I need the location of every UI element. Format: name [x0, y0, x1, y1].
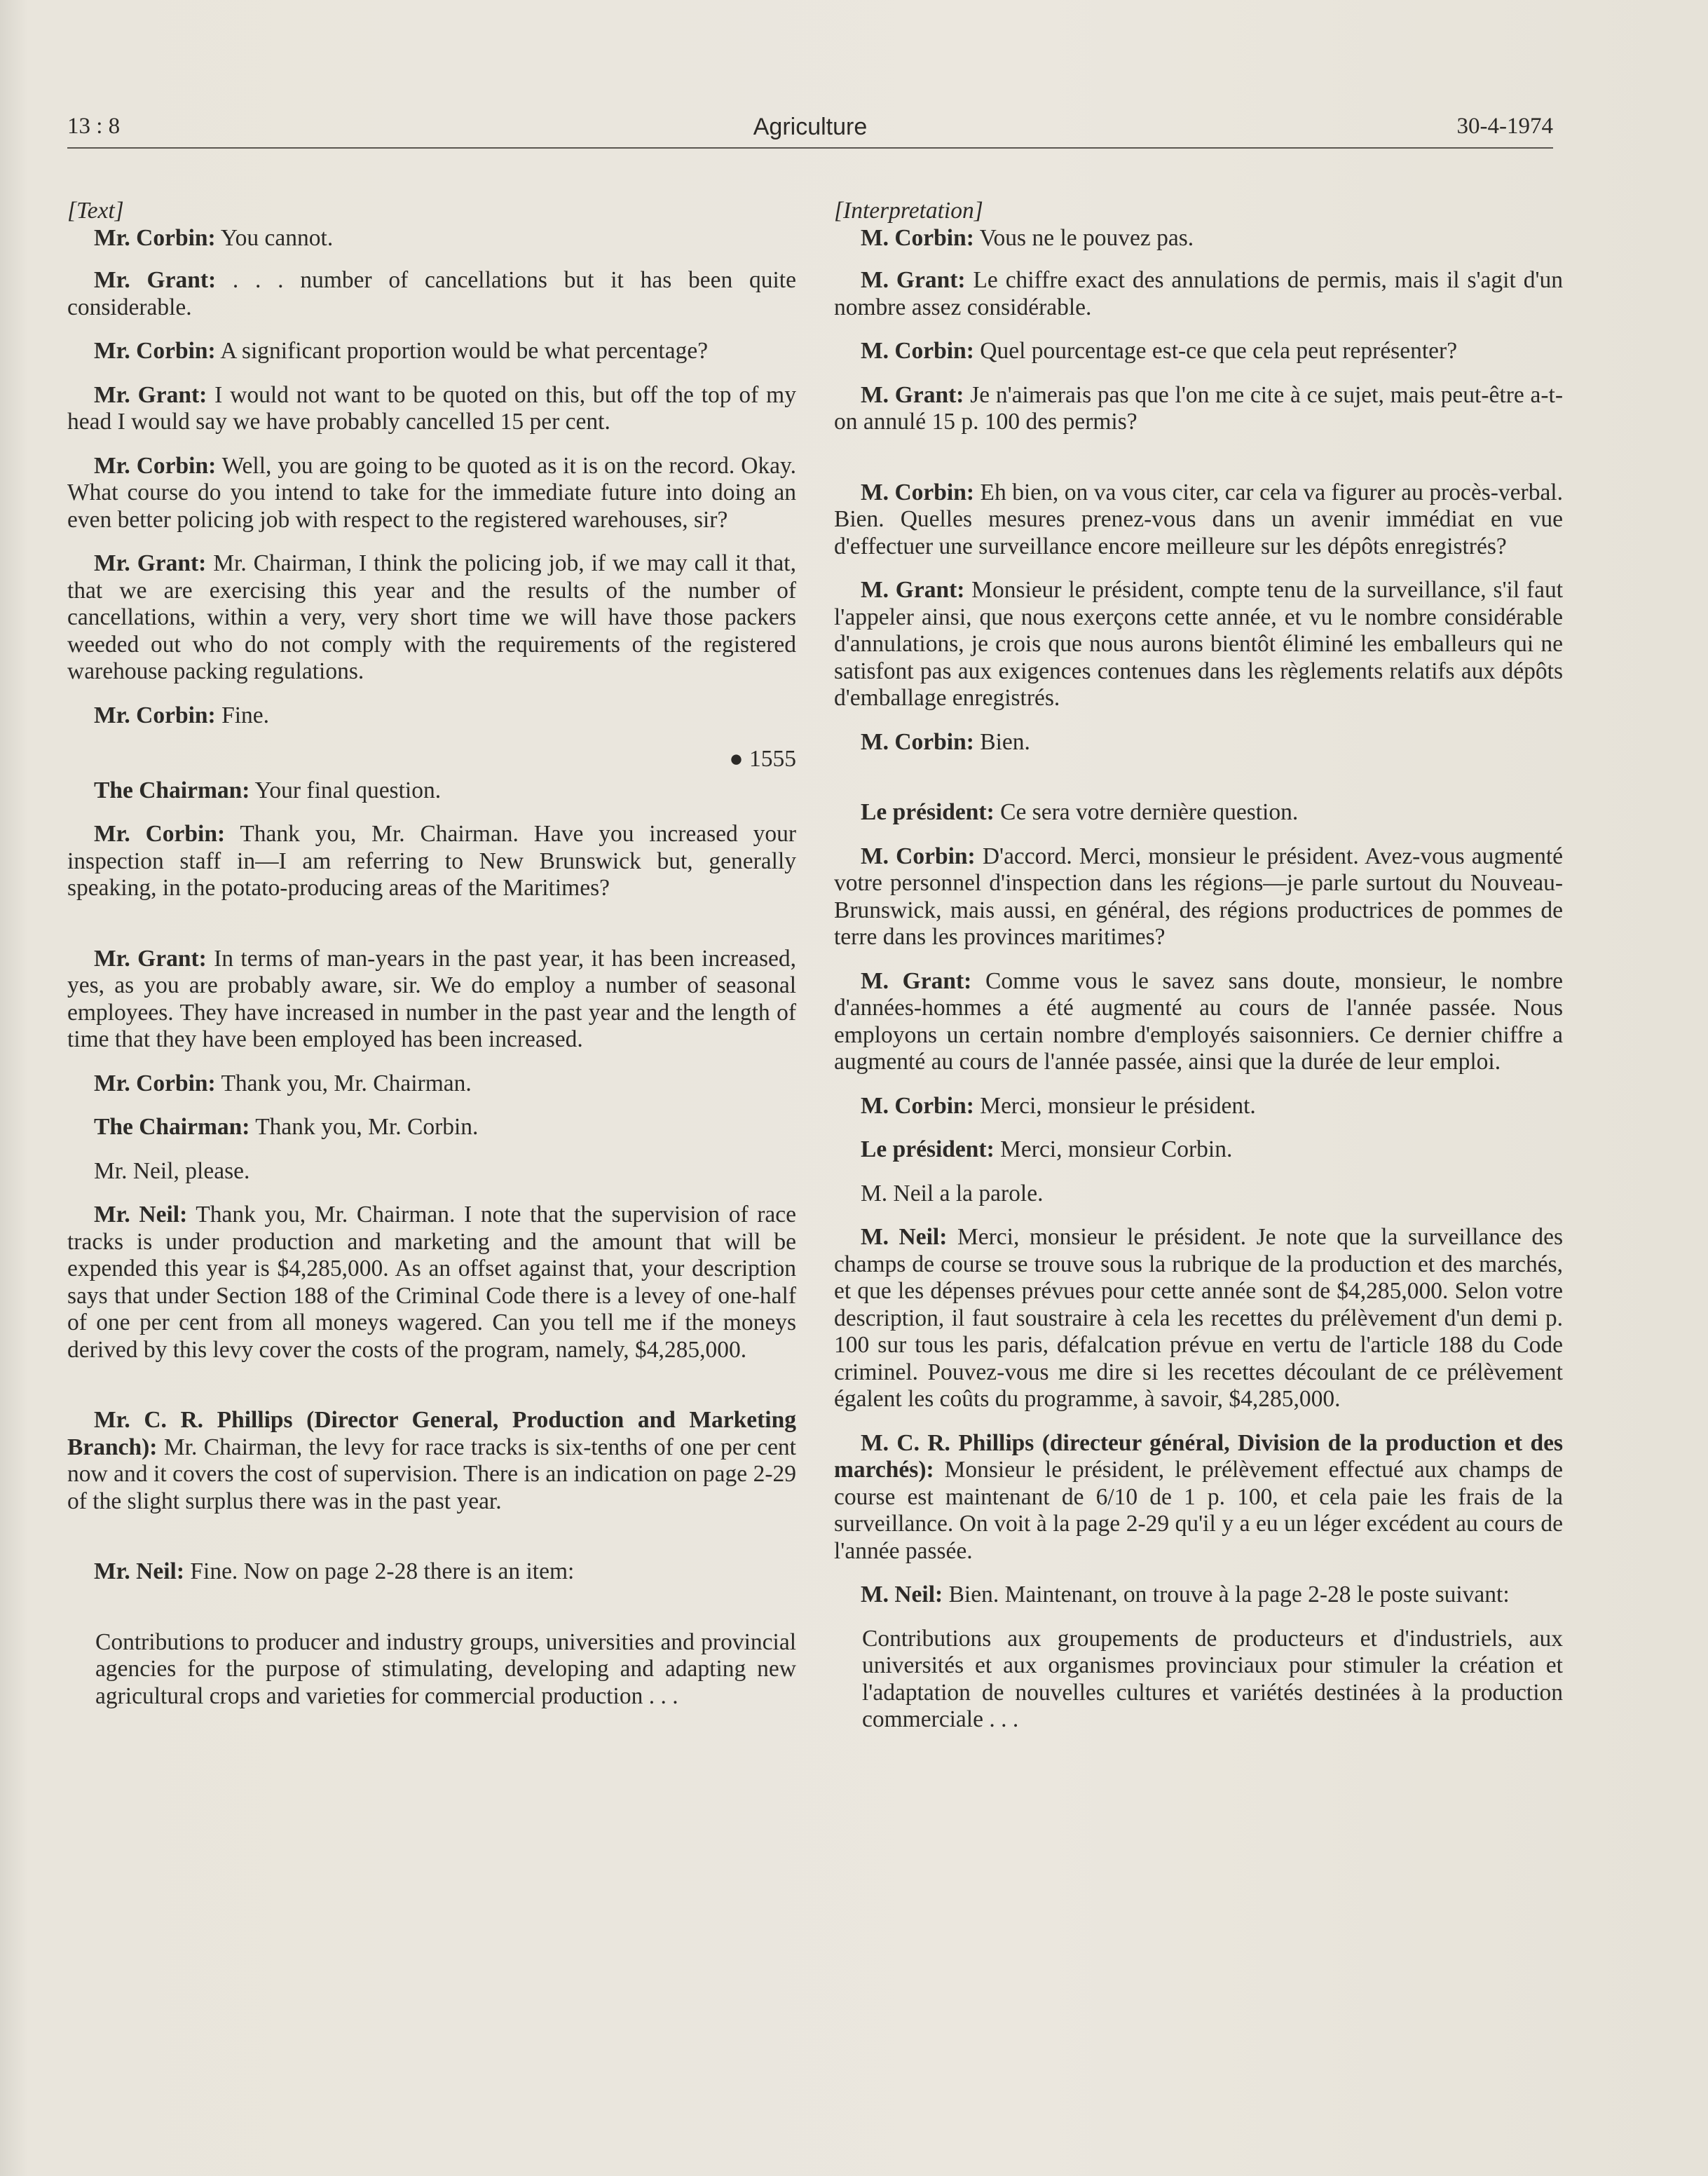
paragraph: Mr. Corbin: A significant proportion would be what percentage? [94, 338, 709, 364]
paragraph: Mr. C. R. Phillips (Director General, Production and Marketing Branch): Mr. Chairman, the levy for race tracks is six-tenths of one per cent now and it covers the cost of supervision. There is an indication on page 2-29 of the slight surplus there was in the past year. [67, 1407, 796, 1514]
quoted-item: Contributions aux groupements de producteurs et d'industriels, aux universités et aux organismes provinciaux pour stimuler la création et l'adaptation de nouvelles cultures et variétés destinées à la production commerciale . . . [862, 1625, 1563, 1732]
quoted-item: Contributions to producer and industry groups, universities and provincial agencies for the purpose of stimulating, developing and adapting new agricultural crops and varieties for commercial production . . . [95, 1628, 796, 1709]
paragraph: Mr. Neil: Thank you, Mr. Chairman. I note that the supervision of race tracks is under production and marketing and the amount that will be expended this year is $4,285,000. As an offset against that, your description says that under Section 188 of the Criminal Code there is a levey of one-half of one per cent from all moneys wagered. Can you tell me if the moneys derived by this levy cover the costs of the program, namely, $4,285,000. [67, 1202, 796, 1363]
page-number: 13 : 8 [67, 114, 121, 139]
english-column [67, 189, 796, 1710]
paragraph: The Chairman: Your final question. [94, 777, 442, 803]
paragraph: Mr. Corbin: Fine. [94, 702, 270, 728]
paragraph: Mr. Neil: Fine. Now on page 2-28 there is an item: [94, 1558, 575, 1584]
page-date: 30-4-1974 [1456, 114, 1553, 139]
paragraph: Mr. Corbin: Thank you, Mr. Chairman. Have you increased your inspection staff in—I am referring to New Brunswick but, generally speaking, in the potato-producing areas of the Maritimes? [67, 821, 796, 901]
paragraph: Mr. Grant: . . . number of cancellations but it has been quite considerable. [67, 267, 796, 320]
text-tag: [Text] [67, 198, 124, 224]
paragraph: Mr. Corbin: You cannot. [94, 224, 334, 251]
paragraph: M. Grant: Comme vous le savez sans doute, monsieur, le nombre d'années-hommes a été augmenté au cours de l'année passée. Nous employons un certain nombre d'employés saisonniers. Ce dernier chiffre a augmenté au cours de l'année passée, ainsi que la durée de leur emploi. [834, 967, 1563, 1075]
paragraph: Mr. Corbin: Thank you, Mr. Chairman. [94, 1070, 472, 1096]
interpretation-tag: [Interpretation] [834, 198, 983, 224]
paragraph: M. Corbin: Merci, monsieur le président. [861, 1092, 1256, 1119]
time-marker: ● 1555 [729, 746, 796, 772]
paragraph: Mr. Grant: In terms of man-years in the past year, it has been increased, yes, as you are probably aware, sir. We do employ a number of seasonal employees. They have increased in number in the past year and the length of time that they have been employed has been increased. [67, 945, 796, 1052]
page-title: Agriculture [753, 114, 868, 140]
paragraph: M. Grant: Je n'aimerais pas que l'on me cite à ce sujet, mais peut-être a-t-on annulé 15 p. 100 des permis? [834, 381, 1563, 435]
paragraph: M. C. R. Phillips (directeur général, Division de la production et des marchés): Monsieur le président, le prélèvement effectué aux champs de course est maintenant de 6/10 de 1 p. 100, et cela paie les frais de la surveillance. On voit à la page 2-29 qu'il y a eu un léger excédent au cours de l'année passée. [834, 1429, 1563, 1564]
paragraph: M. Corbin: Eh bien, on va vous citer, car cela va figurer au procès-verbal. Bien. Quelles mesures prenez-vous dans un avenir immédiat en vue d'effectuer une surveillance encore meilleure sur les dépôts enregistrés? [834, 479, 1563, 559]
french-column [834, 189, 1563, 1734]
paragraph: M. Neil: Merci, monsieur le président. Je note que la surveillance des champs de course se trouve sous la rubrique de la production et des marchés, et que les dépenses prévues pour cette année sont de $4,285,000. Selon votre description, il faut soustraire à cela les recettes du prélèvement d'un demi p. 100 sur tous les paris, défalcation prévue en vertu de l'article 188 du Code criminel. Pouvez-vous me dire si les recettes découlant de ce prélèvement égalent les coûts du programme, à savoir, $4,285,000. [834, 1224, 1563, 1412]
paragraph: M. Neil: Bien. Maintenant, on trouve à la page 2-28 le poste suivant: [861, 1582, 1510, 1607]
paragraph: Mr. Grant: I would not want to be quoted on this, but off the top of my head I would say we have probably cancelled 15 per cent. [67, 381, 796, 435]
page-header [67, 114, 1553, 149]
paragraph: M. Corbin: Bien. [861, 728, 1030, 755]
paragraph: The Chairman: Thank you, Mr. Corbin. [94, 1114, 479, 1140]
paragraph: Le président: Merci, monsieur Corbin. [861, 1136, 1233, 1162]
paragraph: M. Grant: Le chiffre exact des annulations de permis, mais il s'agit d'un nombre assez considérable. [834, 267, 1563, 320]
paragraph: M. Grant: Monsieur le président, compte tenu de la surveillance, s'il faut l'appeler ainsi, que nous exerçons cette année, et vu le nombre considérable d'annulations, je crois que nous aurons bientôt éliminé les emballeurs qui ne satisfont pas aux exigences contenues dans les règlements relatifs aux dépôts d'emballage enregistrés. [834, 577, 1564, 711]
paragraph: M. Neil a la parole. [861, 1180, 1044, 1206]
paragraph: Le président: Ce sera votre dernière question. [861, 799, 1299, 825]
paragraph: M. Corbin: D'accord. Merci, monsieur le président. Avez-vous augmenté votre personnel d'inspection dans les régions—je parle surtout du Nouveau-Brunswick, mais aussi, en général, des régions productrices de pommes de terre dans les provinces maritimes? [834, 843, 1564, 950]
paragraph: Mr. Grant: Mr. Chairman, I think the policing job, if we may call it that, that we are exercising this year and the results of the number of cancellations, within a very, very short time we will have those packers weeded out who do not comply with the requirements of the registered warehouse packing regulations. [67, 550, 796, 684]
paragraph: Mr. Corbin: Well, you are going to be quoted as it is on the record. Okay. What course do you intend to take for the immediate future into doing an even better policing job with respect to the registered warehouses, sir? [67, 452, 796, 533]
paragraph: M. Corbin: Vous ne le pouvez pas. [861, 224, 1194, 251]
paragraph: Mr. Neil, please. [94, 1157, 250, 1184]
paragraph: M. Corbin: Quel pourcentage est-ce que cela peut représenter? [861, 338, 1458, 364]
